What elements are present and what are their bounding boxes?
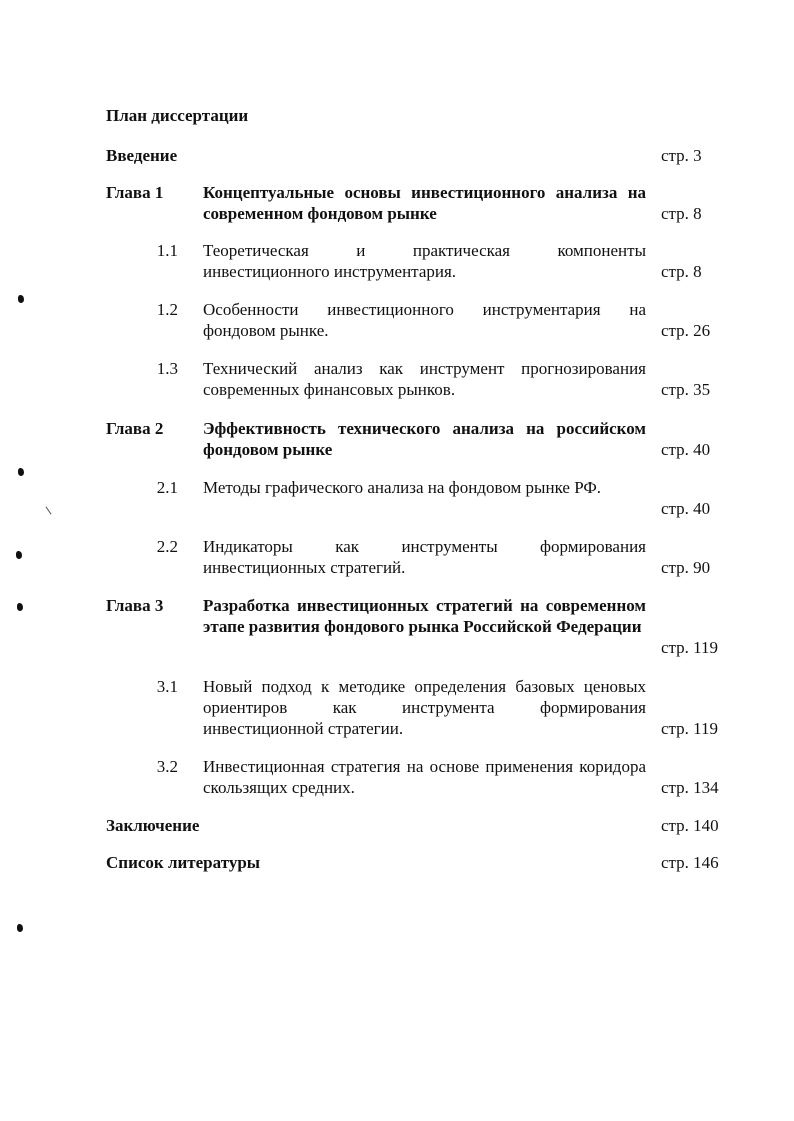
chapter-page: стр. 119 bbox=[661, 638, 719, 657]
section-page: стр. 35 bbox=[661, 380, 711, 399]
section-number: 3.1 bbox=[156, 677, 178, 696]
intro-label: Введение bbox=[106, 146, 178, 165]
section-title: Новый подход к методике определения базовых ценовых ориентиров как инструмента формирования инвестиционной стратегии. bbox=[203, 677, 646, 738]
section-number: 2.1 bbox=[156, 478, 178, 497]
section-page: стр. 8 bbox=[661, 262, 702, 281]
bibliography-page: стр. 146 bbox=[661, 853, 719, 872]
scan-mark-icon bbox=[17, 603, 23, 611]
section-number: 2.2 bbox=[156, 537, 178, 556]
chapter-label: Глава 3 bbox=[106, 596, 164, 615]
chapter-title: Эффективность технического анализа на российском фондовом рынке bbox=[203, 419, 646, 459]
bibliography-label: Список литературы bbox=[106, 853, 261, 872]
section-title: Индикаторы как инструменты формирования инвестиционных стратегий. bbox=[203, 537, 646, 577]
chapter-label: Глава 1 bbox=[106, 183, 164, 202]
chapter-page: стр. 40 bbox=[661, 440, 711, 459]
scan-mark-icon bbox=[16, 551, 22, 559]
chapter-page: стр. 8 bbox=[661, 204, 702, 223]
section-number: 1.3 bbox=[156, 359, 178, 378]
section-number: 1.1 bbox=[156, 241, 178, 260]
section-title: Теоретическая и практическая компоненты инвестиционного инструментария. bbox=[203, 241, 646, 281]
section-page: стр. 90 bbox=[661, 558, 711, 577]
section-page: стр. 134 bbox=[661, 778, 719, 797]
chapter-title: Разработка инвестиционных стратегий на современном этапе развития фондового рынка Российской Федерации bbox=[203, 596, 646, 636]
section-page: стр. 40 bbox=[661, 499, 711, 518]
section-title: Методы графического анализа на фондовом рынке РФ. bbox=[203, 478, 602, 497]
scan-mark-icon bbox=[18, 468, 24, 476]
conclusion-page: стр. 140 bbox=[661, 816, 719, 835]
chapter-title: Концептуальные основы инвестиционного анализа на современном фондовом рынке bbox=[203, 183, 646, 223]
scan-mark-icon bbox=[18, 295, 24, 303]
intro-page: стр. 3 bbox=[661, 146, 702, 165]
section-title: Инвестиционная стратегия на основе применения коридора скользящих средних. bbox=[203, 757, 646, 797]
page-title: План диссертации bbox=[106, 106, 249, 125]
section-number: 3.2 bbox=[156, 757, 178, 776]
section-number: 1.2 bbox=[156, 300, 178, 319]
section-title: Технический анализ как инструмент прогнозирования современных финансовых рынков. bbox=[203, 359, 646, 399]
section-title: Особенности инвестиционного инструментария на фондовом рынке. bbox=[203, 300, 646, 340]
section-page: стр. 26 bbox=[661, 321, 711, 340]
chapter-label: Глава 2 bbox=[106, 419, 164, 438]
scan-mark-icon bbox=[17, 924, 23, 932]
scan-tick-icon bbox=[46, 507, 52, 515]
section-page: стр. 119 bbox=[661, 719, 719, 738]
conclusion-label: Заключение bbox=[106, 816, 200, 835]
